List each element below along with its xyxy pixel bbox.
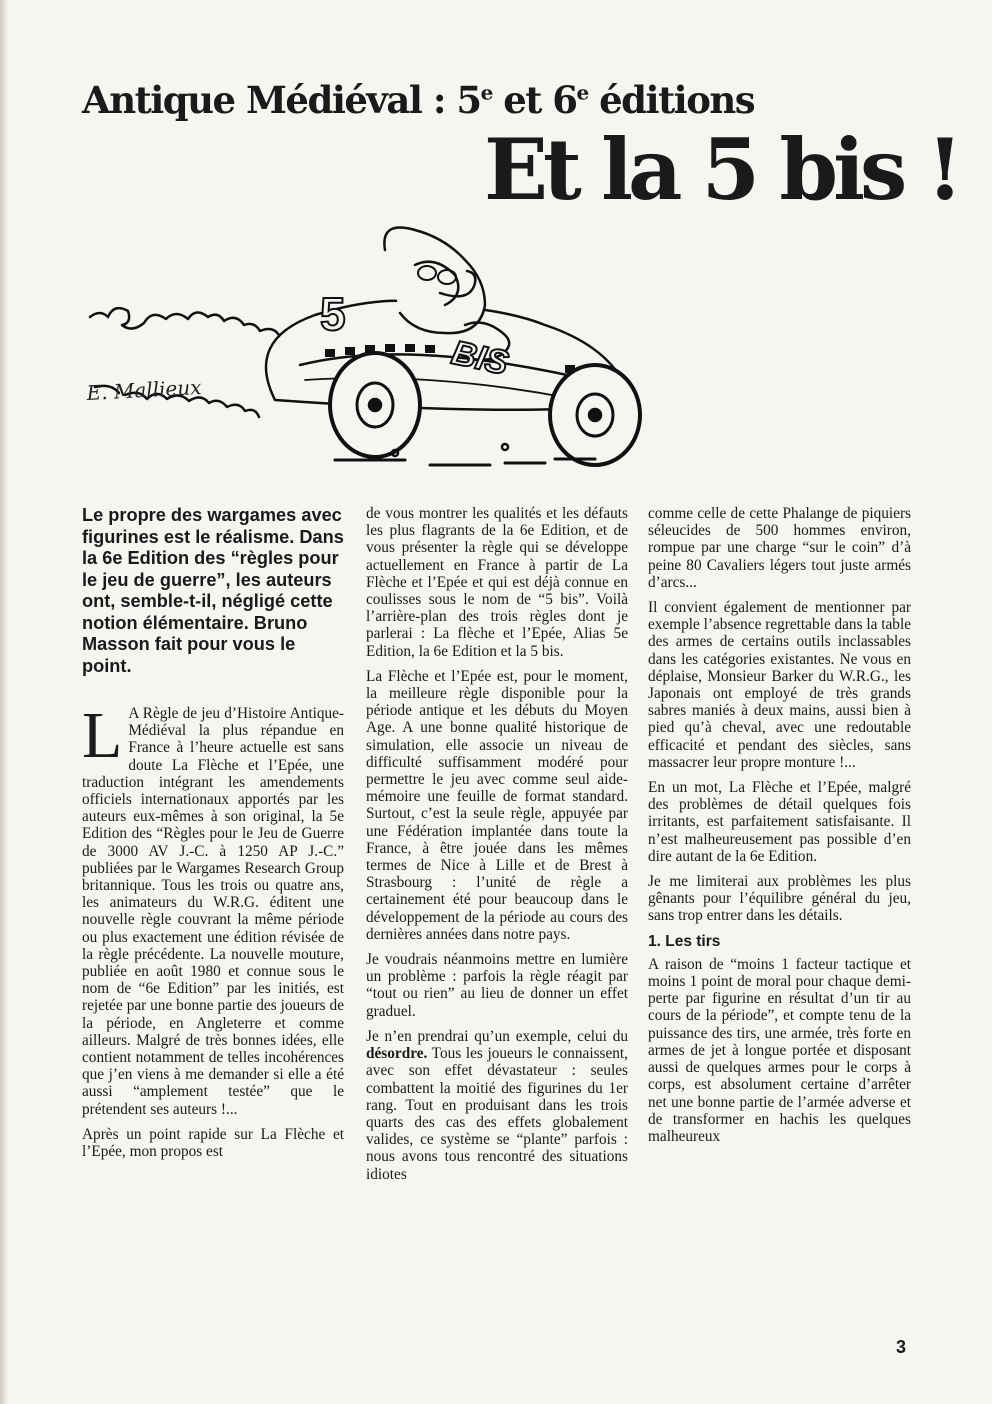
- article-headline: Et la 5 bis !: [484, 120, 959, 219]
- page-number: 3: [896, 1337, 907, 1357]
- paragraph: Après un point rapide sur La Flèche et l’Epée, mon propos est: [82, 1125, 344, 1161]
- paragraph: L A Règle de jeu d’Histoire Antique-Médiéval la plus répandue en France à l’heure actuelle est sans doute La Flèche et l’Epée, une traduction intégrant les amendements officiels internationaux apportés par les auteurs eux-mêmes à son original, la 5e Edition des “Règles pour le Jeu de Guerre de 3000 AV J.-C. à 1250 AP J.-C.” publiées par le Wargames Research Group britannique. Tous les trois ou quatre ans, les animateurs du W.R.G. éditent une nouvelle règle couvrant la même période ou plus exactement une édition révisée de la règle précédente. La nouvelle mouture, publiée en août 1980 et connue sous le nom de “6e Edition” par les initiés, est rejetée par une bonne partie des joueurs de la période, en Angleterre et comme ailleurs. Malgré de très bonnes idées, elle contient notamment de telles incohérences que j’en viens à me demander si elle a été aussi “amplement testée” que le prétendent ses auteurs !...: [82, 699, 344, 1118]
- artist-signature: E. Mallieux: [86, 375, 203, 405]
- paragraph: En un mot, La Flèche et l’Epée, malgré des problèmes de détail quelques fois irritants, est parfaitement satisfaisante. Il n’est malheureusement pas possible d’en dire autant de la 6e Edition.: [648, 779, 911, 865]
- column-3: [648, 505, 911, 1153]
- car-text: BIS: [448, 333, 512, 383]
- paragraph: La Flèche et l’Epée est, pour le moment, la meilleure règle disponible pour la période antique et les débuts du Moyen Age. A une bonne qualité historique de simulation, elle associe un niveau de difficulté suffisamment modéré pour permettre le jeu avec comme seul aide-mémoire une feuille de format standard. Surtout, c’est la seule règle, appuyée par une Fédération implantée dans toute la France, à être jouée dans les mêmes termes de Nice à Lille et de Brest à Strasbourg : l’unité de règle a certainement été pour beaucoup dans le développement de la période au cours des dernières années dans notre pays.: [366, 667, 628, 943]
- column-2: [366, 505, 628, 1191]
- paragraph: de vous montrer les qualités et les défauts les plus flagrants de la 6e Edition, et de vous présenter la règle qui se développe actuellement en France à partir de La Flèche et l’Epée et qui est déjà connue en coulisses sous le nom de “5 bis”. Voilà l’arrière-plan des trois règles dont je parlerai : La flèche et l’Epée, Alias 5e Edition, la 6e Edition et la 5 bis.: [366, 505, 628, 660]
- paragraph: comme celle de cette Phalange de piquiers séleucides de 500 hommes environ, rompue par une charge “sur le coin” d’à peine 80 Cavaliers légers tout juste armés d’arcs...: [648, 505, 911, 591]
- cartoon-elephant-race-car-icon: [85, 215, 675, 480]
- column-1: [82, 505, 344, 1168]
- section-heading: 1. Les tirs: [648, 932, 721, 950]
- article-kicker: Antique Médiéval : 5e et 6e éditions: [82, 78, 755, 122]
- article-intro: Le propre des wargames avec figurines est le réalisme. Dans la 6e Edition des “règles pour le jeu de guerre”, les auteurs ont, semble-t-il, négligé cette notion élémentaire. Bruno Masson fait pour vous le point.: [82, 505, 344, 676]
- car-number: 5: [320, 288, 346, 340]
- paragraph: Je n’en prendrai qu’un exemple, celui du désordre. Tous les joueurs le connaissent, avec son effet dévastateur : seules combattent la moitié des figurines du 1er rang. Tout en produisant dans les trois quarts des cas des effets globalement valides, ce système se “plante” parfois : nous avons tous rencontré des situations idiotes: [366, 1027, 628, 1183]
- drop-cap: L: [82, 699, 123, 772]
- page-edge: [0, 0, 8, 1404]
- paragraph: Il convient également de mentionner par exemple l’absence regrettable dans la table des armes de certains outils inclassables dans les catégories existantes. Ne vous en déplaise, Monsieur Barker du W.R.G., les Japonais ont employé de très grands sabres maniés à deux mains, aussi bien à pied qu’à cheval, avec une redoutable efficacité et pendant des siècles, sans massacrer leur propre monture !...: [648, 599, 911, 771]
- paragraph: Je voudrais néanmoins mettre en lumière un problème : parfois la règle réagit par “tout ou rien” au lieu de donner un effet graduel.: [366, 951, 628, 1020]
- paragraph: Je me limiterai aux problèmes les plus gênants pour l’équilibre général du jeu, sans trop entrer dans les détails.: [648, 873, 911, 925]
- paragraph: A raison de “moins 1 facteur tactique et moins 1 point de moral pour chaque demi-perte par figurine en résultat d’un tir au cours de la période”, et compte tenu de la puissance des tirs, une armée, très forte en armes de jet à longue portée et disposant aussi de quelques armes pour le corps à corps, est absolument certaine d’arrêter net une bonne partie de l’armée adverse et de transformer en hachis les quelques malheureux: [648, 955, 911, 1145]
